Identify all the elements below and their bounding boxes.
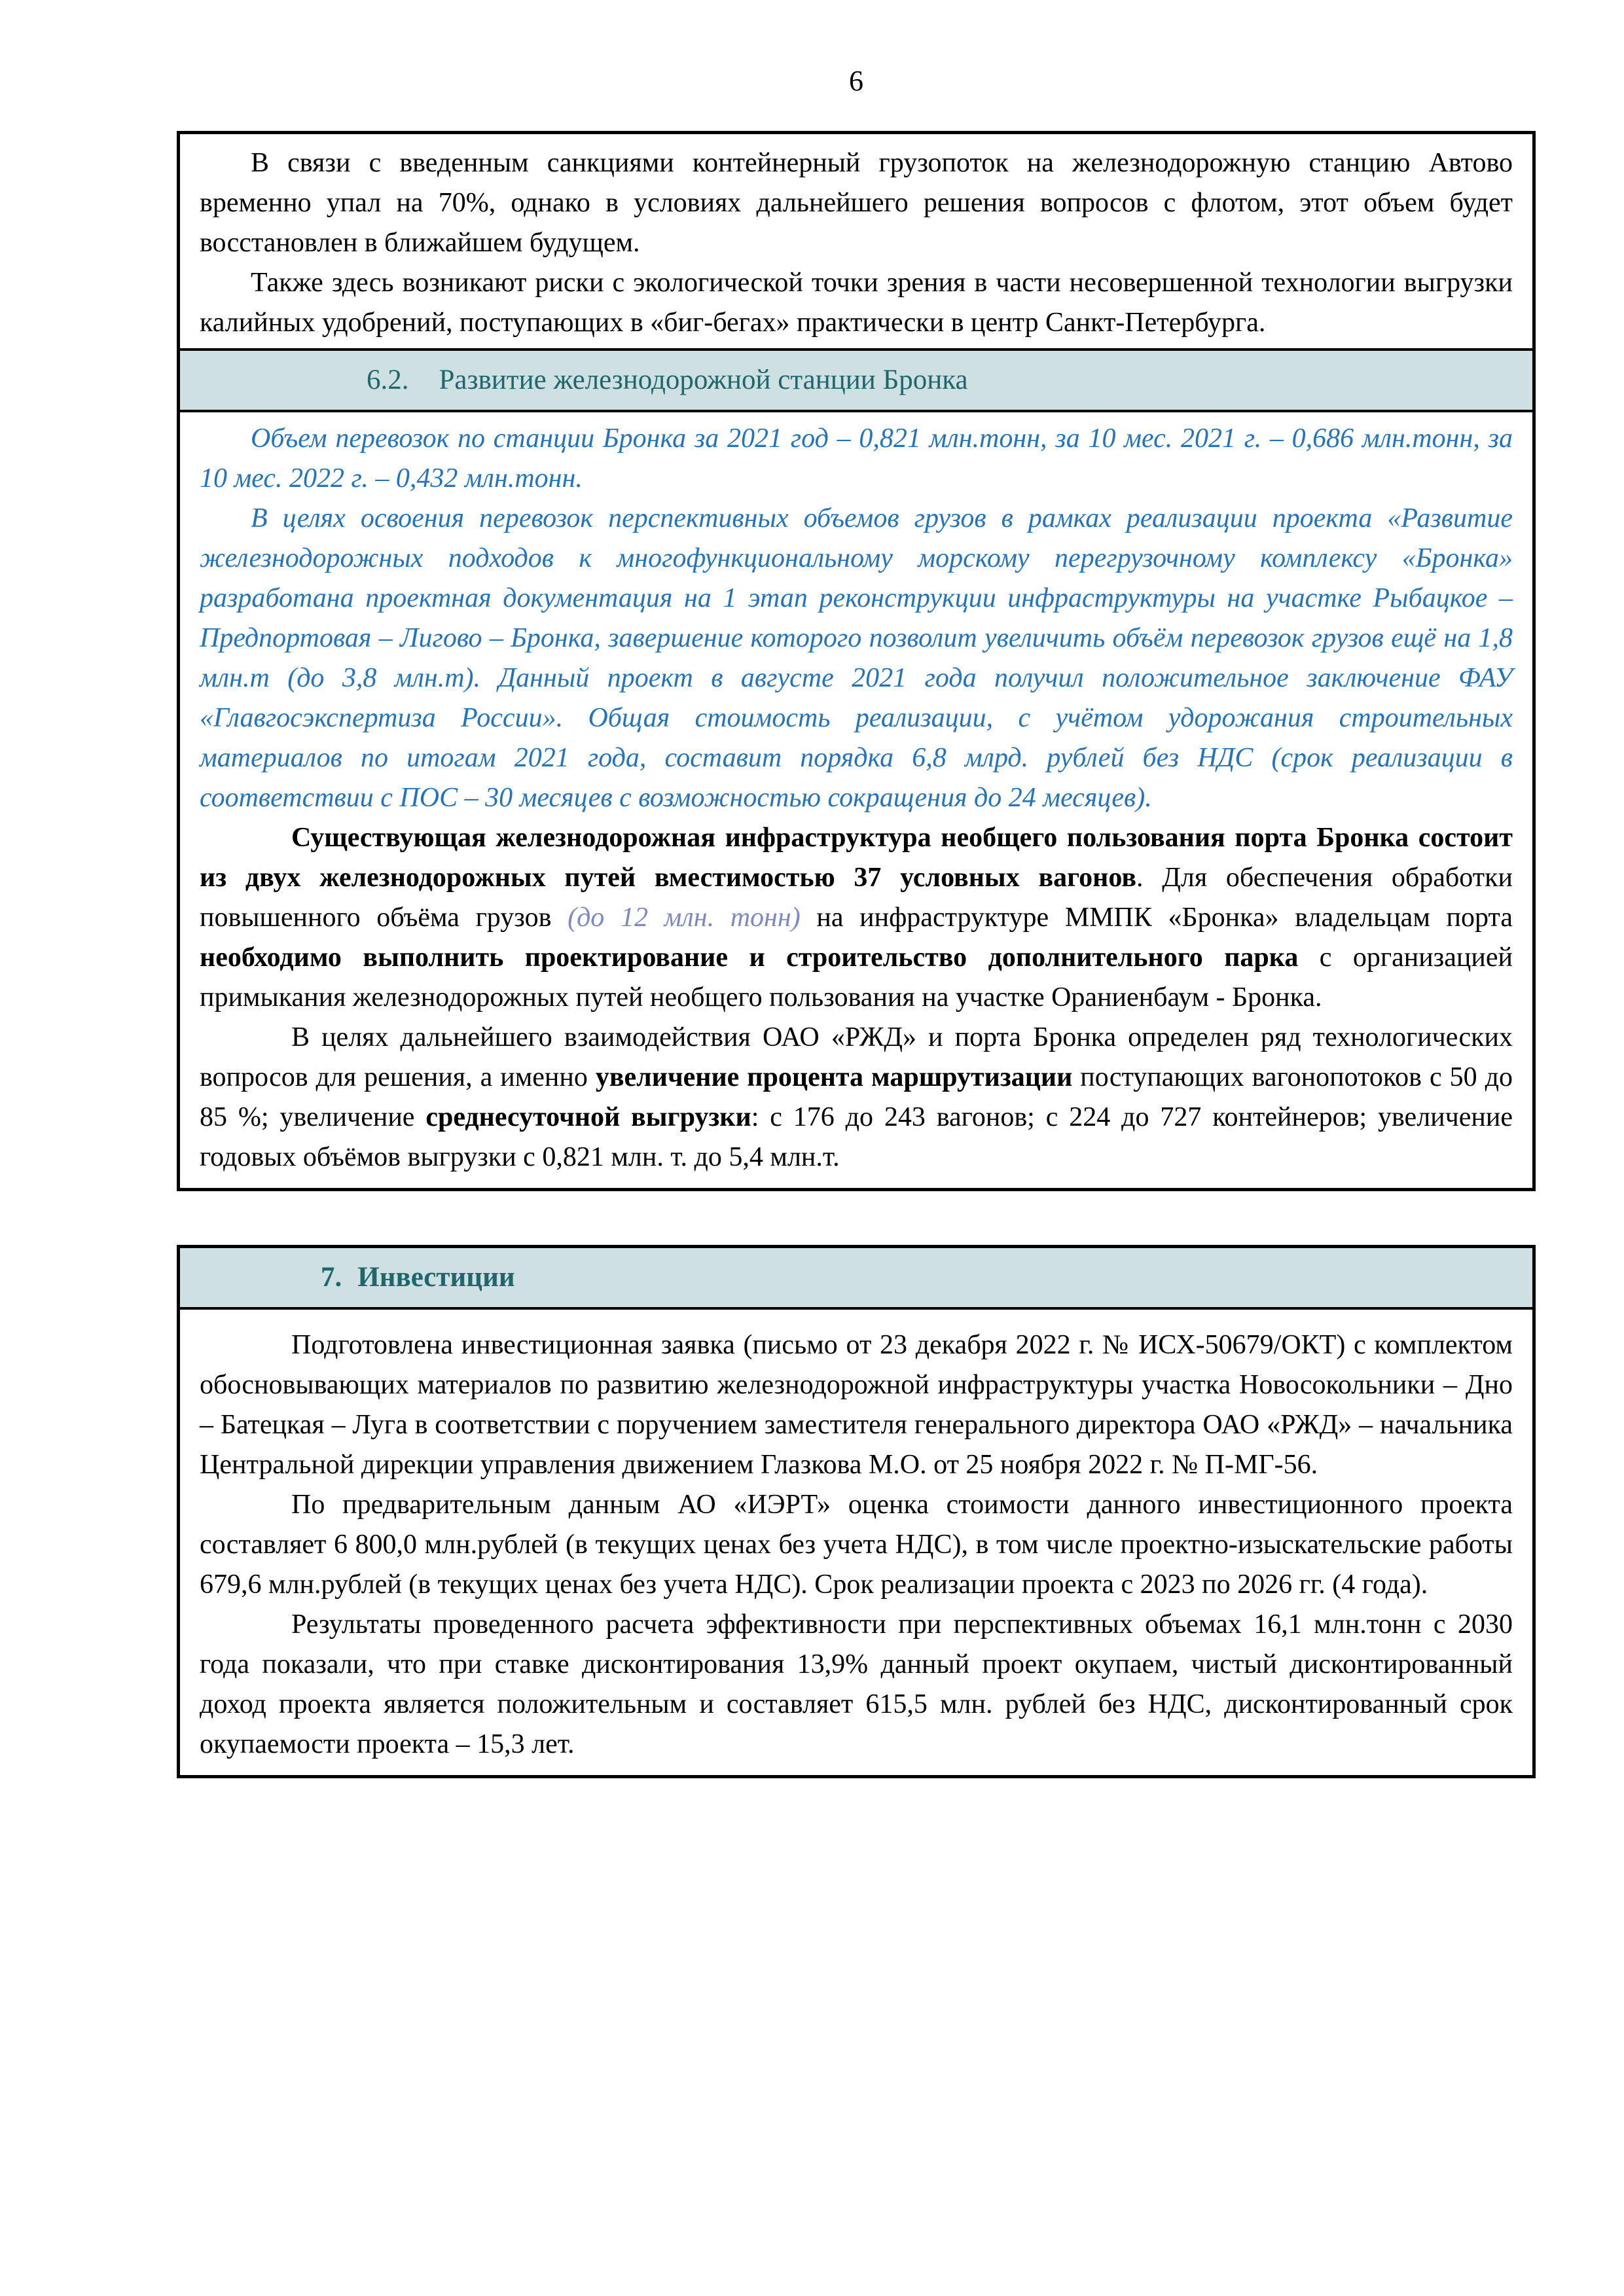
section-title: Развитие железнодорожной станции Бронка bbox=[439, 365, 968, 395]
paragraph-rzd-bronka-cooperation bbox=[180, 1018, 1532, 1188]
text-run: с организацией примыкания железнодорожных путей необщего пользования на участке Ораниенбаум - Бронка. bbox=[200, 942, 1513, 1013]
section-title: Инвестиции bbox=[357, 1262, 515, 1293]
paragraph-iert-estimate: По предварительным данным АО «ИЭРТ» оценка стоимости данного инвестиционного проекта составляет 6 800,0 млн.рублей (в текущих ценах без учета НДС), в том числе проектно-изыскательские работы 679,6 млн.рублей (в текущих ценах без учета НДС). Срок реализации проекта с 2023 по 2026 гг. (4 года). bbox=[200, 1490, 1513, 1600]
text-run-accent-italic: (до 12 млн. тонн) bbox=[568, 903, 801, 933]
text-run-bold: среднесуточной выгрузки bbox=[425, 1102, 751, 1132]
text-run-bold: увеличение процента маршрутизации bbox=[595, 1062, 1073, 1092]
page-number: 6 bbox=[849, 65, 863, 97]
paragraph-ecology-risks: Также здесь возникают риски с экологической точки зрения в части несовершенной технологии выгрузки калийных удобрений, поступающих в «биг-бегах» практически в центр Санкт-Петербурга. bbox=[200, 268, 1513, 338]
document-content bbox=[177, 131, 1536, 1778]
section-header-7 bbox=[180, 1248, 1532, 1310]
text-run: . Для обеспечения обработки повышенного объёма грузов bbox=[200, 863, 1513, 933]
paragraph-efficiency-results: Результаты проведенного расчета эффективности при перспективных объемах 16,1 млн.тонн с 2030 года показали, что при ставке дисконтирования 13,9% данный проект окупаем, чистый дисконтированный доход проекта является положительным и составляет 615,5 млн. рублей без НДС, дисконтированный срок окупаемости проекта – 15,3 лет. bbox=[200, 1609, 1513, 1759]
paragraph-investment-request: Подготовлена инвестиционная заявка (письмо от 23 декабря 2022 г. № ИСХ-50679/ОКТ) с комплектом обосновывающих материалов по развитию железнодорожной инфраструктуры участка Новосокольники – Дно – Батецкая – Луга в соответствии с поручением заместителя генерального директора ОАО «РЖД» – начальника Центральной дирекции управления движением Глазкова М.О. от 25 ноября 2022 г. № П-МГ-56. bbox=[200, 1330, 1513, 1480]
paragraph-bronka-project: В целях освоения перевозок перспективных объемов грузов в рамках реализации проекта «Развитие железнодорожных подходов к многофункциональному морскому перегрузочному комплексу «Бронка» разработана проектная документация на 1 этап реконструкции инфраструктуры на участке Рыбацкое – Предпортовая – Лигово – Бронка, завершение которого позволит увеличить объём перевозок грузов ещё на 1,8 млн.т (до 3,8 млн.т). Данный проект в августе 2021 года получил положительное заключение ФАУ «Главгосэкспертиза России». Общая стоимость реализации, с учётом удорожания строительных материалов по итогам 2021 года, составит порядка 6,8 млрд. рублей без НДС (срок реализации в соответствии с ПОС – 30 месяцев с возможностью сокращения до 24 месяцев). bbox=[200, 503, 1513, 813]
text-run-bold: Существующая железнодорожная инфраструктура необщего пользования порта Бронка состоит из двух железнодорожных путей вместимостью 37 условных вагонов bbox=[200, 823, 1513, 893]
content-box-investments bbox=[177, 1245, 1536, 1778]
paragraph-bronka-infrastructure bbox=[180, 818, 1532, 1018]
section-gap bbox=[177, 1191, 1536, 1245]
text-run: : с 176 до 243 вагонов; с 224 до 727 контейнеров; увеличение годовых объёмов выгрузки с 0,821 млн. т. до 5,4 млн.т. bbox=[200, 1102, 1513, 1172]
text-run: поступающих вагонопотоков с 50 до 85 %; увеличение bbox=[200, 1062, 1513, 1132]
text-run-bold: необходимо выполнить проектирование и строительство дополнительного парка bbox=[200, 942, 1299, 973]
text-run: на инфраструктуре ММПК «Бронка» владельцам порта bbox=[800, 903, 1513, 933]
content-box-station-development bbox=[177, 131, 1536, 1191]
section-number: 7. bbox=[321, 1262, 342, 1293]
section-number: 6.2. bbox=[367, 365, 409, 395]
paragraph-sanctions: В связи с введенным санкциями контейнерный грузопоток на железнодорожную станцию Автово временно упал на 70%, однако в условиях дальнейшего решения вопросов с флотом, этот объем будет восстановлен в ближайшем будущем. bbox=[200, 148, 1513, 258]
paragraph-bronka-volumes: Объем перевозок по станции Бронка за 2021 год – 0,821 млн.тонн, за 10 мес. 2021 г. – 0,686 млн.тонн, за 10 мес. 2022 г. – 0,432 млн.тонн. bbox=[200, 423, 1513, 493]
section-header-6-2 bbox=[180, 348, 1532, 412]
text-run: В целях дальнейшего взаимодействия ОАО «РЖД» и порта Бронка определен ряд технологических вопросов для решения, а именно bbox=[200, 1022, 1513, 1092]
